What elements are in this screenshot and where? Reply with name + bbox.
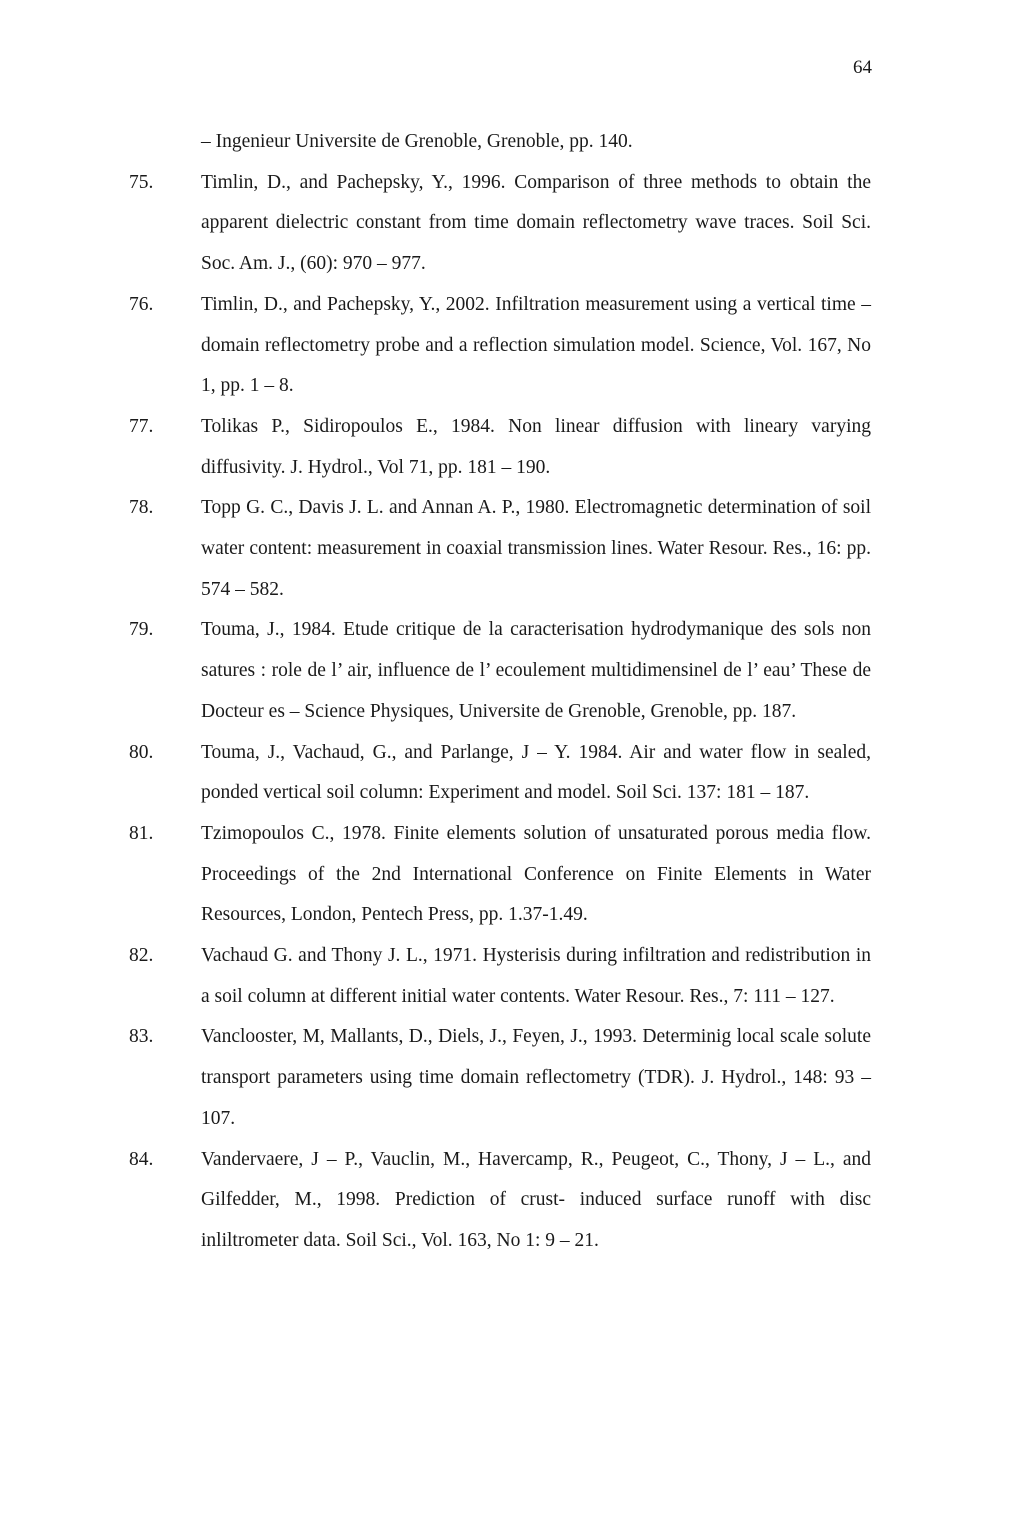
- reference-number: 81.: [129, 822, 154, 844]
- reference-number: 77.: [129, 415, 154, 437]
- reference-number: 80.: [129, 741, 154, 763]
- reference-text: Vandervaere, J – P., Vauclin, M., Havercamp, R., Peugeot, C., Thony, J – L., and Gilfedder, M., 1998. Prediction of crust- induced surface runoff with disc inliltrometer data. Soil Sci., Vol. 163, No 1: 9 – 21.: [201, 1148, 871, 1251]
- reference-item: [129, 163, 871, 285]
- reference-item: [129, 488, 871, 610]
- reference-list: [129, 122, 871, 1262]
- reference-item: [129, 610, 871, 732]
- reference-item: [129, 407, 871, 488]
- reference-number: 78.: [129, 497, 154, 519]
- reference-item: [129, 1017, 871, 1139]
- reference-text: Timlin, D., and Pachepsky, Y., 1996. Comparison of three methods to obtain the apparent dielectric constant from time domain reflectometry wave traces. Soil Sci. Soc. Am. J., (60): 970 – 977.: [201, 171, 871, 275]
- reference-number: 84.: [129, 1148, 154, 1170]
- reference-item: [129, 1140, 871, 1262]
- reference-number: 76.: [129, 293, 154, 315]
- reference-text: Tolikas P., Sidiropoulos E., 1984. Non linear diffusion with lineary varying diffusivity. J. Hydrol., Vol 71, pp. 181 – 190.: [201, 415, 871, 478]
- reference-text: Timlin, D., and Pachepsky, Y., 2002. Infiltration measurement using a vertical time – domain reflectometry probe and a reflection simulation model. Science, Vol. 167, No 1, pp. 1 – 8.: [201, 293, 871, 397]
- reference-item: [129, 285, 871, 407]
- reference-text: Vanclooster, M, Mallants, D., Diels, J., Feyen, J., 1993. Determinig local scale solute transport parameters using time domain reflectometry (TDR). J. Hydrol., 148: 93 – 107.: [201, 1026, 871, 1129]
- reference-item: [129, 814, 871, 936]
- reference-number: 75.: [129, 171, 154, 193]
- reference-item: [129, 936, 871, 1017]
- reference-text: Vachaud G. and Thony J. L., 1971. Hysterisis during infiltration and redistribution in a soil column at different initial water contents. Water Resour. Res., 7: 111 – 127.: [201, 945, 871, 1007]
- reference-number: 83.: [129, 1026, 154, 1048]
- reference-number: 79.: [129, 619, 154, 641]
- reference-continuation: – Ingenieur Universite de Grenoble, Grenoble, pp. 140.: [201, 131, 633, 152]
- reference-item: [129, 733, 871, 814]
- reference-text: Topp G. C., Davis J. L. and Annan A. P., 1980. Electromagnetic determination of soil water content: measurement in coaxial transmission lines. Water Resour. Res., 16: pp. 574 – 582.: [201, 497, 871, 600]
- reference-text: Tzimopoulos C., 1978. Finite elements solution of unsaturated porous media flow. Proceedings of the 2nd International Conference on Finite Elements in Water Resources, London, Pentech Press, pp. 1.37-1.49.: [201, 822, 871, 926]
- page-number: 64: [853, 57, 872, 78]
- reference-number: 82.: [129, 945, 154, 967]
- reference-text: Touma, J., Vachaud, G., and Parlange, J – Y. 1984. Air and water flow in sealed, ponded vertical soil column: Experiment and model. Soil Sci. 137: 181 – 187.: [201, 741, 871, 804]
- reference-text: Touma, J., 1984. Etude critique de la caracterisation hydrodymanique des sols non satures : role de l’ air, influence de l’ ecoulement multidimensinel de l’ eau’ These de Docteur es – Science Physiques, Universite de Grenoble, Grenoble, pp. 187.: [201, 619, 871, 722]
